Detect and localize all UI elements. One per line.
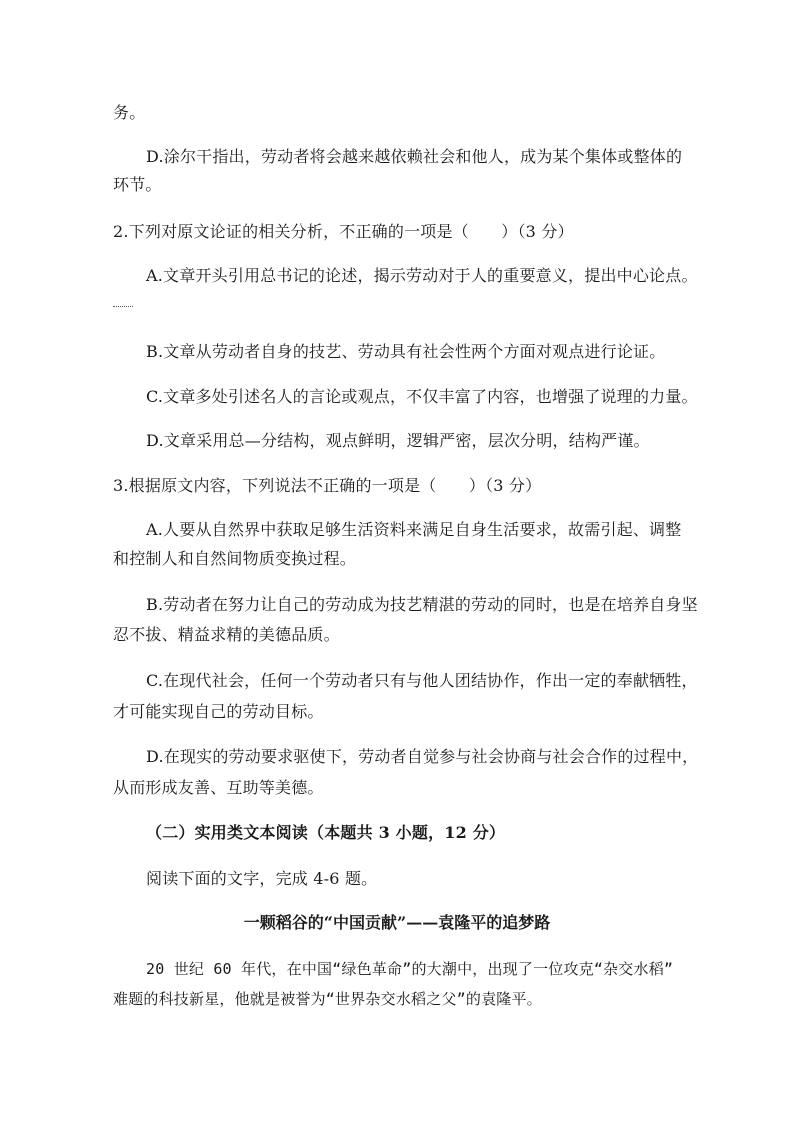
q3-option-c-line-1: C.在现代社会，任何一个劳动者只有与他人团结协作，作出一定的奉献牺牲， bbox=[146, 671, 698, 690]
q2-option-b: B.文章从劳动者自身的技艺、劳动具有社会性两个方面对观点进行论证。 bbox=[146, 342, 666, 361]
q3-option-c-line-2: 才可能实现自己的劳动目标。 bbox=[113, 702, 324, 721]
article-paragraph-line-2: 难题的科技新星，他就是被誉为“世界杂交水稻之父”的袁隆平。 bbox=[113, 990, 542, 1008]
q3-option-d-line-1: D.在现实的劳动要求驱使下，劳动者自觉参与社会协商与社会合作的过程中， bbox=[146, 747, 699, 766]
q3-option-b-line-1: B.劳动者在努力让自己的劳动成为技艺精湛的劳动的同时，也是在培养自身坚 bbox=[146, 595, 698, 614]
q3-option-d-line-2: 从而形成友善、互助等美德。 bbox=[113, 778, 324, 797]
q2-option-d: D.文章采用总—分结构，观点鲜明，逻辑严密，层次分明，结构严谨。 bbox=[146, 431, 650, 450]
dotted-mark bbox=[113, 306, 133, 309]
article-title: 一颗稻谷的“中国贡献”——袁隆平的追梦路 bbox=[243, 913, 551, 932]
text-line: 务。 bbox=[113, 103, 146, 122]
section-heading: （二）实用类文本阅读（本题共 3 小题，12 分） bbox=[146, 823, 506, 842]
question-3: 3.根据原文内容，下列说法不正确的一项是（ ）（3 分） bbox=[113, 476, 542, 495]
article-paragraph-line-1: 20 世纪 60 年代，在中国“绿色革命”的大潮中，出现了一位攻克“杂交水稻” bbox=[146, 960, 674, 978]
q3-option-a-line-2: 和控制人和自然间物质变换过程。 bbox=[113, 549, 357, 568]
q2-option-c: C.文章多处引述名人的言论或观点，不仅丰富了内容，也增强了说理的力量。 bbox=[146, 387, 698, 406]
option-d-line-2: 环节。 bbox=[113, 175, 162, 194]
q2-option-a: A.文章开头引用总书记的论述，揭示劳动对于人的重要意义，提出中心论点。 bbox=[146, 266, 698, 285]
instruction-line: 阅读下面的文字，完成 4-6 题。 bbox=[146, 869, 378, 888]
q3-option-a-line-1: A.人要从自然界中获取足够生活资料来满足自身生活要求，故需引起、调整 bbox=[146, 520, 682, 539]
question-2: 2.下列对原文论证的相关分析，不正确的一项是（ ）（3 分） bbox=[113, 222, 574, 241]
q3-option-b-line-2: 忍不拔、精益求精的美德品质。 bbox=[113, 625, 340, 644]
option-d-line-1: D.涂尔干指出，劳动者将会越来越依赖社会和他人，成为某个集体或整体的 bbox=[146, 147, 683, 166]
